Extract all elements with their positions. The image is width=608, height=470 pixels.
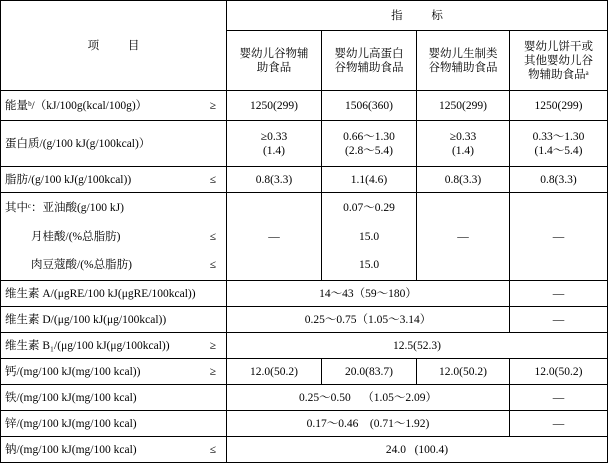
col-header-high-protein (322, 31, 417, 91)
value-line: (1.4) (262, 144, 286, 157)
value-cell: 0.8(3.3) (510, 167, 608, 193)
value-cell: — (227, 193, 322, 281)
row-label-text: 脂肪/(g/100 kJ(g/100kcal)) (5, 173, 132, 186)
row-label (1, 193, 227, 223)
value-cell: 1250(299) (417, 91, 510, 121)
value-cell: 15.0 (322, 223, 417, 251)
comparison-mark: ≤ (209, 443, 216, 456)
row-label (1, 121, 227, 167)
col-header-line: 谷物辅助食品 (428, 61, 498, 74)
comparison-mark: ≤ (209, 259, 216, 272)
row-label-text: 钙/(mg/100 kJ(mg/100 kcal)) (5, 365, 141, 378)
comparison-mark: ≥ (209, 365, 216, 378)
row-label (1, 307, 227, 333)
comparison-mark: ≤ (209, 230, 216, 243)
row-label-text: 其中ᶜ：亚油酸(g/100 kJ) (5, 201, 124, 214)
indicator-header-label: 指 标 (391, 9, 443, 22)
table-row-fat (1, 167, 608, 193)
row-label (1, 437, 227, 463)
table-row-linoleic (1, 193, 608, 223)
value-cell (510, 121, 608, 167)
table-row-sodium (1, 437, 608, 463)
row-label-text: 月桂酸/(%总脂肪) (31, 230, 121, 243)
col-header-line: 婴幼儿高蛋白 (334, 47, 404, 60)
col-header-line: 婴幼儿谷物辅 (239, 47, 309, 60)
table-row-vitamin-b1 (1, 333, 608, 359)
value-cell: 20.0(83.7) (322, 359, 417, 385)
table-row-zinc (1, 411, 608, 437)
table-row-protein (1, 121, 608, 167)
row-label (1, 385, 227, 411)
value-cell: 12.0(50.2) (417, 359, 510, 385)
row-label-text: 肉豆蔻酸/(%总脂肪) (31, 259, 132, 272)
col-header-biscuit (510, 31, 608, 91)
col-header-line: 其他婴幼儿谷 (524, 54, 593, 67)
value-cell: — (510, 411, 608, 437)
row-label (1, 333, 227, 359)
col-header-line: 婴幼儿生制类 (428, 47, 498, 60)
col-header-line: 婴幼儿饼干或 (524, 40, 593, 53)
row-label (1, 91, 227, 121)
table-row-energy (1, 91, 608, 121)
comparison-mark: ≤ (209, 173, 216, 186)
value-cell: 0.8(3.3) (417, 167, 510, 193)
row-label-text: 维生素 D/(μg/100 kJ(μg/100kcal)) (5, 313, 167, 326)
value-line: ≥0.33 (260, 130, 288, 143)
value-cell: 1250(299) (227, 91, 322, 121)
row-label (1, 411, 227, 437)
row-label (1, 359, 227, 385)
comparison-mark: ≥ (209, 339, 216, 352)
value-cell: — (510, 307, 608, 333)
item-header-cell (1, 1, 227, 91)
value-line: 0.33～1.30 (532, 130, 585, 143)
value-cell: 1.1(4.6) (322, 167, 417, 193)
value-line: ≥0.33 (449, 130, 477, 143)
value-line: (1.4) (451, 144, 475, 157)
value-line: (1.4～5.4) (534, 144, 583, 157)
value-cell: 24.0 (100.4) (227, 437, 608, 463)
value-line: (2.8～5.4) (345, 144, 393, 157)
row-label-text: 能量ᵇ/（kJ/100g(kcal/100g)） (5, 99, 148, 112)
value-cell: — (417, 193, 510, 281)
col-header-cereal (227, 31, 322, 91)
row-label (1, 281, 227, 307)
value-cell: 0.8(3.3) (227, 167, 322, 193)
value-cell: 0.25～0.75（1.05～3.14） (227, 307, 510, 333)
col-header-line: 助食品 (256, 61, 292, 74)
item-header-label: 项 目 (87, 39, 140, 52)
value-cell: 15.0 (322, 251, 417, 281)
row-label (1, 251, 227, 281)
row-label-text: 铁/(mg/100 kJ(mg/100 kcal) (5, 391, 137, 404)
indicator-header-cell (227, 1, 608, 31)
col-header-line: 谷物辅助食品 (334, 61, 404, 74)
table-row-iron (1, 385, 608, 411)
table-row-calcium (1, 359, 608, 385)
row-label (1, 167, 227, 193)
col-header-line: 物辅助食品ᵃ (528, 68, 589, 81)
row-label-text: 蛋白质/(g/100 kJ(g/100kcal)） (5, 137, 151, 150)
value-cell (227, 121, 322, 167)
value-cell: 14～43（59～180） (227, 281, 510, 307)
value-cell: 0.07～0.29 (322, 193, 417, 223)
table-row-vitamin-d (1, 307, 608, 333)
value-cell: — (510, 193, 608, 281)
comparison-mark: ≥ (209, 99, 216, 112)
value-cell: 1506(360) (322, 91, 417, 121)
value-cell: — (510, 281, 608, 307)
row-label-text: 维生素 A/(μgRE/100 kJ(μgRE/100kcal)) (5, 287, 196, 300)
row-label-text: 钠/(mg/100 kJ(mg/100 kcal) (5, 443, 137, 456)
value-cell: — (510, 385, 608, 411)
value-cell: 1250(299) (510, 91, 608, 121)
value-cell: 12.0(50.2) (510, 359, 608, 385)
value-cell (322, 121, 417, 167)
row-label (1, 223, 227, 251)
col-header-raw (417, 31, 510, 91)
value-cell: 0.17～0.46 (0.71～1.92) (227, 411, 510, 437)
row-label-text: 锌/(mg/100 kJ(mg/100 kcal) (5, 417, 137, 430)
value-line: 0.66～1.30 (343, 130, 395, 143)
value-cell: 12.5(52.3) (227, 333, 608, 359)
value-cell: 0.25～0.50 （1.05～2.09） (227, 385, 510, 411)
row-label-text: 维生素 B₁/(μg/100 kJ(μg/100kcal)) (5, 339, 170, 352)
value-cell (417, 121, 510, 167)
value-cell: 12.0(50.2) (227, 359, 322, 385)
table-row-vitamin-a (1, 281, 608, 307)
